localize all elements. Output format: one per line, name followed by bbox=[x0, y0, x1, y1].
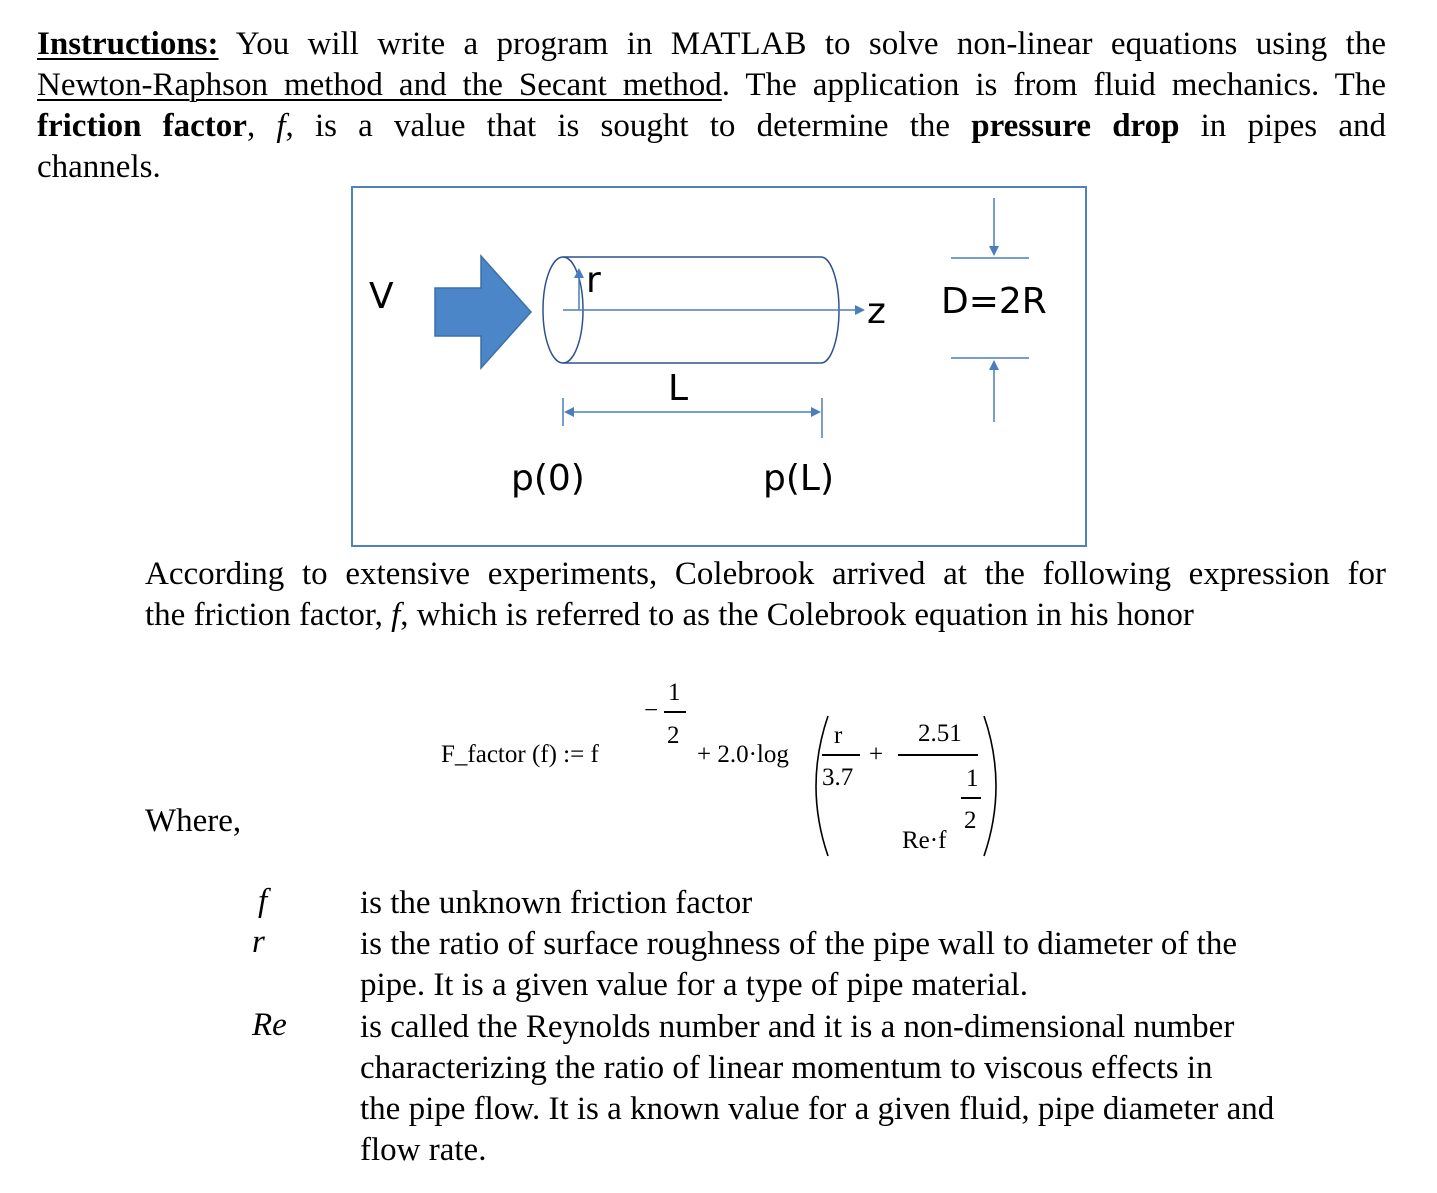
inner-exponent-bar bbox=[961, 797, 981, 799]
intro-line-2: Newton-Raphson method and the Secant method. The application is from fluid mechanics. The bbox=[37, 67, 1386, 103]
label-pl: p(L) bbox=[763, 458, 834, 499]
colebrook-line-1: According to extensive experiments, Colebrook arrived at the following expression for bbox=[145, 556, 1386, 592]
frac1-bar bbox=[822, 754, 860, 756]
definition-r-line-1: is the ratio of surface roughness of the pipe wall to diameter of the bbox=[360, 926, 1237, 962]
log-term: + 2.0·log bbox=[697, 741, 789, 768]
definition-re-line-1: is called the Reynolds number and it is a non-dimensional number bbox=[360, 1009, 1235, 1045]
label-velocity: V bbox=[369, 276, 394, 317]
frac1-numerator: r bbox=[834, 722, 843, 749]
intro-line-4: channels. bbox=[37, 149, 161, 185]
definition-symbol-r: r bbox=[252, 924, 265, 960]
equation-lhs: F_factor (f) := f bbox=[441, 741, 599, 768]
definition-r-line-2: pipe. It is a given value for a type of pipe material. bbox=[360, 967, 1029, 1003]
equation-plus: + bbox=[869, 741, 884, 768]
exponent-numerator: 1 bbox=[668, 679, 681, 706]
definition-re-line-2: characterizing the ratio of linear momentum to viscous effects in bbox=[360, 1050, 1213, 1086]
frac1-denominator: 3.7 bbox=[822, 764, 854, 791]
velocity-arrow bbox=[435, 256, 531, 368]
label-radius: r bbox=[586, 260, 601, 301]
where-label: Where, bbox=[145, 803, 242, 839]
pipe-diagram-svg bbox=[353, 188, 1089, 549]
frac2-numerator: 2.51 bbox=[918, 720, 962, 747]
frac2-denominator: Re·f bbox=[902, 827, 947, 854]
label-p0: p(0) bbox=[511, 458, 585, 499]
definition-re-line-4: flow rate. bbox=[360, 1132, 487, 1168]
methods-underlined: Newton-Raphson method and the Secant method bbox=[37, 67, 722, 103]
inner-exponent-denominator: 2 bbox=[964, 807, 977, 834]
inner-exponent-numerator: 1 bbox=[966, 765, 979, 792]
pipe-flow-figure bbox=[351, 186, 1087, 547]
intro-line-1: Instructions: You will write a program in MATLAB to solve non-linear equations using the bbox=[37, 26, 1386, 62]
label-z: z bbox=[867, 291, 886, 332]
colebrook-line-2: the friction factor, f, which is referred to as the Colebrook equation in his honor bbox=[145, 597, 1194, 633]
instructions-label: Instructions: bbox=[37, 26, 219, 62]
exponent-bar bbox=[664, 711, 686, 713]
definition-f-line-1: is the unknown friction factor bbox=[360, 885, 753, 921]
label-length: L bbox=[668, 368, 689, 409]
exponent-minus: − bbox=[644, 697, 659, 724]
definition-symbol-re: Re bbox=[252, 1007, 287, 1043]
frac2-bar bbox=[898, 754, 978, 756]
label-diameter: D=2R bbox=[941, 281, 1047, 322]
intro-line-3: friction factor, f, is a value that is sought to determine the pressure drop in pipes and bbox=[37, 108, 1386, 144]
exponent-denominator: 2 bbox=[667, 722, 680, 749]
definition-re-line-3: the pipe flow. It is a known value for a given fluid, pipe diameter and bbox=[360, 1091, 1275, 1127]
definition-symbol-f: f bbox=[258, 883, 268, 919]
